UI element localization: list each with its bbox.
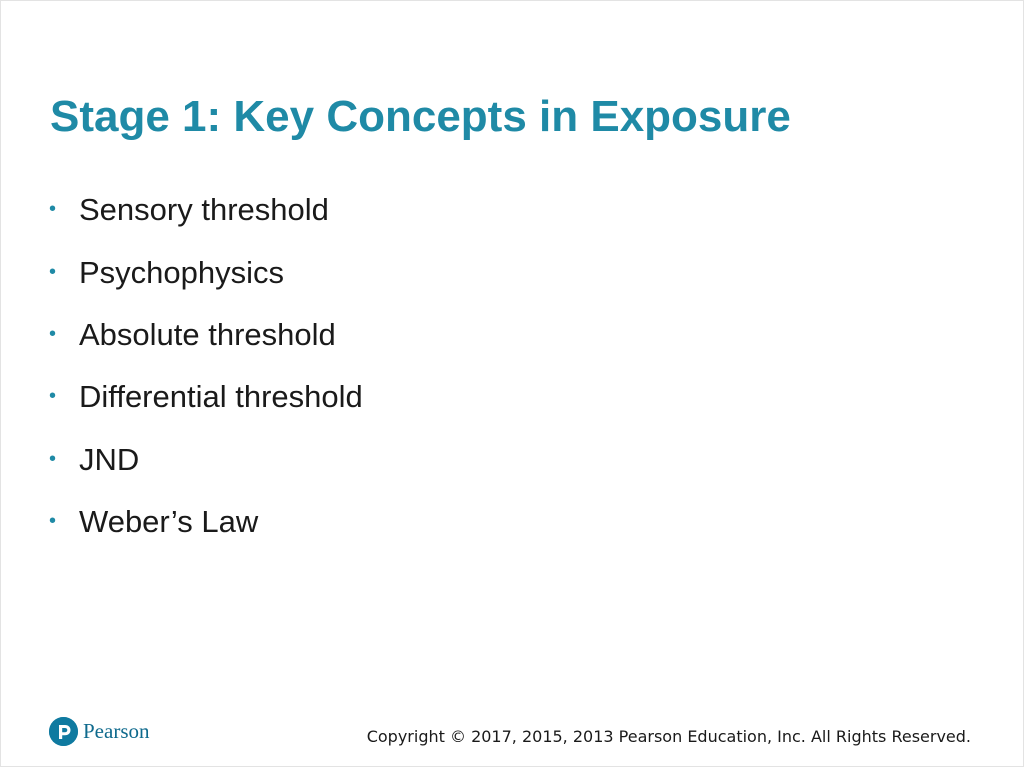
bullet-item <box>49 366 363 428</box>
pearson-p-logo-icon <box>49 717 78 746</box>
bullet-item <box>49 304 363 366</box>
bullet-icon: • <box>49 260 57 283</box>
bullet-text: Differential threshold <box>79 379 363 415</box>
bullet-text: JND <box>79 441 140 477</box>
bullet-item <box>49 491 363 553</box>
bullet-item <box>49 179 363 241</box>
bullet-icon: • <box>49 447 57 470</box>
pearson-logo <box>49 714 150 748</box>
slide-title: Stage 1: Key Concepts in Exposure <box>50 92 791 141</box>
bullet-item <box>49 241 363 303</box>
pearson-logo-text: Pearson <box>83 718 150 743</box>
bullet-text: Weber’s Law <box>79 504 259 540</box>
bullet-icon: • <box>49 385 57 408</box>
bullet-icon: • <box>49 198 57 221</box>
bullet-item <box>49 429 363 491</box>
bullet-icon: • <box>49 510 57 533</box>
bullet-text: Absolute threshold <box>79 316 336 352</box>
bullet-list <box>49 179 363 553</box>
bullet-text: Psychophysics <box>79 254 285 290</box>
copyright-notice: Copyright © 2017, 2015, 2013 Pearson Education, Inc. All Rights Reserved. <box>366 727 971 746</box>
bullet-icon: • <box>49 322 57 345</box>
bullet-text: Sensory threshold <box>79 192 329 228</box>
